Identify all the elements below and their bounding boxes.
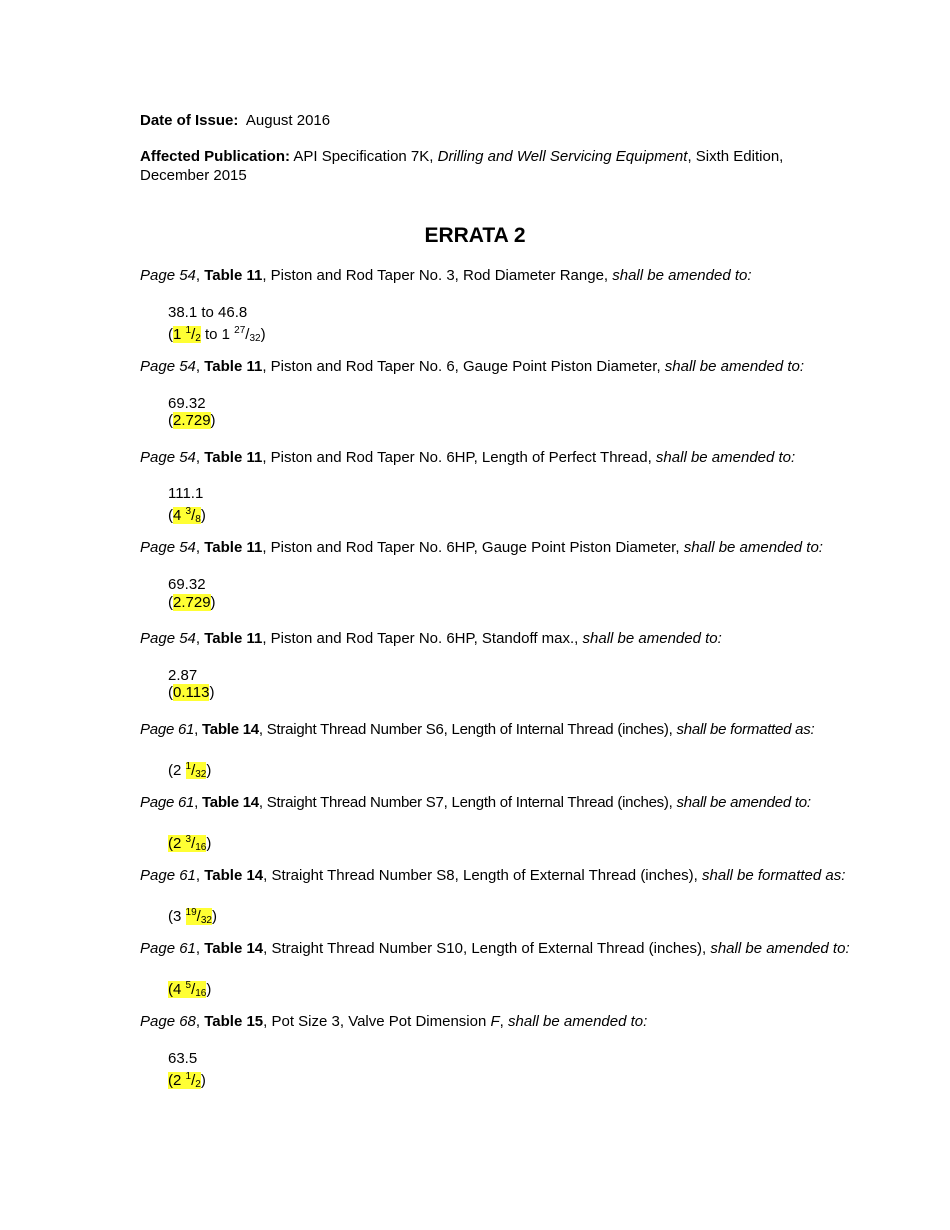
entry-metric-value: 38.1 to 46.8 [168,304,248,321]
entry-table-ref: Table 11 [204,539,263,556]
entry-metric-value: 63.5 [168,1050,198,1067]
highlighted-correction: 2.729 [173,412,211,429]
entry-table-ref: Table 11 [204,630,263,647]
entry-action: shall be amended to: [676,794,811,811]
publication-edition: , Sixth Edition, [687,148,784,165]
publication-spec: API Specification 7K, [293,148,434,165]
entry-imperial-value: (2.729) [168,412,216,429]
errata-entry-heading: Page 61, Table 14, Straight Thread Number S7, Length of Internal Thread (inches), shall be amended to: [140,794,811,811]
entry-action: shall be amended to: [582,630,722,647]
entry-table-ref: Table 14 [204,940,264,957]
entry-table-ref: Table 11 [204,358,263,375]
highlighted-correction: 0.113 [173,684,210,701]
highlighted-correction: (2 $^1/_2$ [168,1071,201,1090]
publication-title: Drilling and Well Servicing Equipment [437,148,688,165]
highlighted-correction: $^1/_{32}$ [185,761,207,780]
entry-description: , Pot Size 3, Valve Pot Dimension [263,1013,491,1030]
entry-action: shall be formatted as: [702,867,846,884]
entry-table-ref: Table 14 [204,867,264,884]
highlighted-correction: 2.729 [173,594,211,611]
entry-imperial-value: (2.729) [168,594,216,611]
entry-page-ref: Page 54 [140,358,196,375]
entry-table-ref: Table 15 [204,1013,264,1030]
entry-page-ref: Page 54 [140,267,196,284]
entry-imperial-value: (2 $^1/_{32}$) [168,761,212,780]
entry-imperial-value: (4 $^5/_{16}$) [168,980,212,999]
errata-entry-heading: Page 68, Table 15, Pot Size 3, Valve Pot Dimension F, shall be amended to: [140,1013,648,1030]
entry-imperial-value: (1 $^1/_2$ to 1 $^{27}/_{32}$) [168,325,266,344]
entry-table-ref: Table 11 [204,449,263,466]
errata-entry-heading: Page 54, Table 11, Piston and Rod Taper No. 6, Gauge Point Piston Diameter, shall be amended to: [140,358,805,375]
highlighted-correction: 1 $^1/_2$ [173,325,201,344]
highlighted-correction: (2 $^3/_{16}$ [168,834,207,853]
highlighted-correction: 4 $^3/_8$ [173,506,201,525]
entry-imperial-value: (3 $^{19}/_{32}$) [168,907,217,926]
entry-imperial-value: (2 $^1/_2$) [168,1071,206,1090]
entry-metric-value: 69.32 [168,576,206,593]
entry-action: shall be amended to: [508,1013,648,1030]
errata-entry-heading: Page 54, Table 11, Piston and Rod Taper No. 3, Rod Diameter Range, shall be amended to: [140,267,752,284]
entry-action: shall be amended to: [655,449,796,466]
entry-description: , Straight Thread Number S8, Length of External Thread (inches), [263,867,703,884]
errata-entry-heading: Page 54, Table 11, Piston and Rod Taper No. 6HP, Gauge Point Piston Diameter, shall be amended to: [140,539,823,556]
page-title: ERRATA 2 [424,224,526,247]
entry-table-ref: Table 11 [204,267,263,284]
entry-page-ref: Page 61 [140,794,195,811]
entry-description: , Straight Thread Number S10, Length of External Thread (inches), [263,940,711,957]
date-label: Date of Issue: [140,112,239,129]
errata-entry-heading: Page 61, Table 14, Straight Thread Number S6, Length of Internal Thread (inches), shall be formatted as: [140,721,815,738]
entry-description: , Piston and Rod Taper No. 6, Gauge Point Piston Diameter, [262,358,665,375]
entry-action: shall be amended to: [612,267,752,284]
entry-description: , Piston and Rod Taper No. 6HP, Gauge Point Piston Diameter, [262,539,684,556]
entry-page-ref: Page 54 [140,539,196,556]
errata-entry-heading: Page 54, Table 11, Piston and Rod Taper No. 6HP, Standoff max., shall be amended to: [140,630,722,647]
date-value: August 2016 [245,112,331,129]
entry-metric-value: 2.87 [168,667,198,684]
entry-imperial-value: (0.113) [168,684,215,701]
entry-description: , Straight Thread Number S6, Length of Internal Thread (inches), [258,721,677,738]
entry-table-ref: Table 14 [201,794,259,811]
entry-page-ref: Page 61 [140,867,196,884]
entry-table-ref: Table 14 [201,721,259,738]
entry-description: , Piston and Rod Taper No. 3, Rod Diameter Range, [262,267,613,284]
entry-page-ref: Page 61 [140,940,196,957]
entry-description: , Piston and Rod Taper No. 6HP, Standoff max., [262,630,583,647]
errata-entry-heading: Page 61, Table 14, Straight Thread Number S10, Length of External Thread (inches), shall be amended to: [140,940,850,957]
date-of-issue-line [140,112,330,130]
entry-page-ref: Page 61 [140,721,195,738]
entry-page-ref: Page 54 [140,449,196,466]
highlighted-correction: $^{19}/_{32}$ [185,907,212,926]
errata-entry-heading: Page 54, Table 11, Piston and Rod Taper No. 6HP, Length of Perfect Thread, shall be amended to: [140,449,796,466]
errata-entry-heading: Page 61, Table 14, Straight Thread Number S8, Length of External Thread (inches), shall be formatted as: [140,867,846,884]
affected-publication-line [140,148,783,166]
entry-description: , Straight Thread Number S7, Length of Internal Thread (inches), [258,794,677,811]
affected-publication-date: December 2015 [140,167,247,184]
entry-imperial-value: (4 $^3/_8$) [168,506,206,525]
entry-page-ref: Page 68 [140,1013,196,1030]
entry-action: shall be amended to: [664,358,805,375]
entry-action: shall be amended to: [683,539,823,556]
entry-metric-value: 69.32 [168,395,206,412]
publication-label: Affected Publication: [140,148,291,165]
entry-imperial-value: (2 $^3/_{16}$) [168,834,212,853]
entry-page-ref: Page 54 [140,630,196,647]
highlighted-correction: (4 $^5/_{16}$ [168,980,207,999]
entry-action: shall be amended to: [710,940,850,957]
entry-description: , Piston and Rod Taper No. 6HP, Length of Perfect Thread, [262,449,656,466]
entry-metric-value: 111.1 [168,485,204,502]
entry-action: shall be formatted as: [676,721,815,738]
